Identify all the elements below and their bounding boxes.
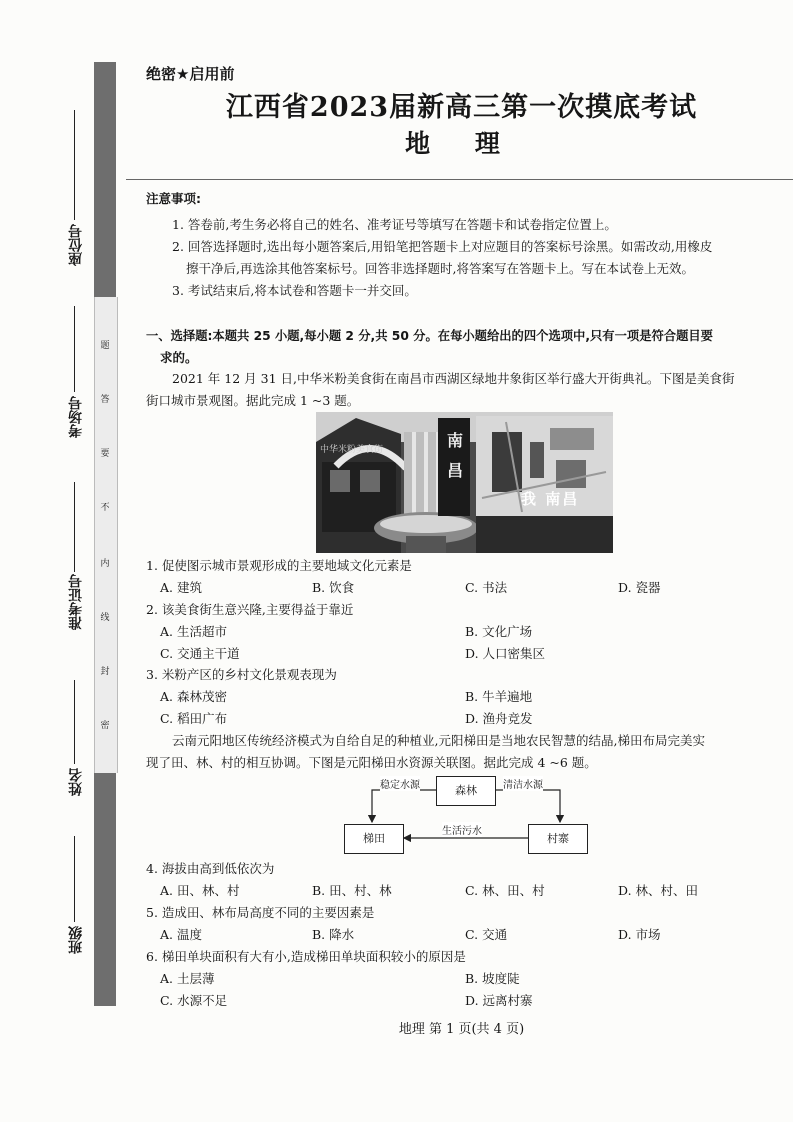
seal-char: 要 bbox=[100, 449, 110, 459]
forest-box: 森林 bbox=[436, 776, 496, 806]
arch-text: 中华米粉美食街 bbox=[320, 445, 384, 455]
field-line bbox=[74, 306, 75, 392]
option: D. 市场 bbox=[618, 927, 661, 942]
option: A. 森林茂密 bbox=[160, 689, 227, 704]
sign-bottom-text: 我 南昌 bbox=[521, 490, 580, 508]
terrace-box: 梯田 bbox=[344, 824, 404, 854]
seal-char: 密 bbox=[100, 721, 110, 731]
option: B. 降水 bbox=[312, 927, 355, 942]
field-line bbox=[74, 110, 75, 220]
option: C. 交通主干道 bbox=[160, 646, 240, 661]
class-label: 班级 bbox=[68, 926, 84, 954]
section-heading: 一、选择题:本题共 25 小题,每小题 2 分,共 50 分。在每小题给出的四个选项中,只有一项是符合题目要 bbox=[146, 329, 713, 343]
strip-dark-top bbox=[94, 62, 116, 297]
passage-text: 街口城市景观图。据此完成 1 ~3 题。 bbox=[146, 393, 360, 408]
option: B. 田、村、林 bbox=[312, 883, 392, 898]
seal-char: 线 bbox=[100, 613, 110, 623]
street-scene-illustration bbox=[316, 412, 613, 553]
question-stem: 5. 造成田、林布局高度不同的主要因素是 bbox=[146, 905, 375, 920]
secret-tag: 绝密★启用前 bbox=[146, 65, 235, 83]
exam-title: 江西省2023届新高三第一次摸底考试 bbox=[225, 92, 698, 123]
note-item: 擦干净后,再选涂其他答案标号。回答非选择题时,将答案写在答题卡上。写在本试卷上无效。 bbox=[186, 261, 694, 276]
water-resource-diagram bbox=[340, 776, 590, 858]
seal-char: 答 bbox=[100, 395, 110, 405]
option: B. 饮食 bbox=[312, 580, 355, 595]
name-label: 姓名 bbox=[68, 768, 84, 796]
option: C. 水源不足 bbox=[160, 993, 228, 1008]
field-line bbox=[74, 680, 75, 764]
field-line bbox=[74, 836, 75, 922]
sewage-label: 生活污水 bbox=[442, 822, 482, 837]
option: C. 书法 bbox=[465, 580, 508, 595]
option: C. 交通 bbox=[465, 927, 508, 942]
sign-char: 南 bbox=[447, 431, 464, 450]
seal-char: 不 bbox=[100, 503, 110, 513]
option: D. 瓷器 bbox=[618, 580, 661, 595]
note-item: 3. 考试结束后,将本试卷和答题卡一并交回。 bbox=[172, 283, 417, 298]
question-stem: 2. 该美食街生意兴隆,主要得益于靠近 bbox=[146, 602, 354, 617]
seat-number-label: 座位号 bbox=[68, 224, 84, 266]
sign-char: 昌 bbox=[447, 461, 464, 480]
option: B. 牛羊遍地 bbox=[465, 689, 533, 704]
option: D. 远离村寨 bbox=[465, 993, 533, 1008]
admission-number-label: 准考证号 bbox=[68, 574, 84, 630]
seal-char: 封 bbox=[100, 667, 110, 677]
option: D. 林、村、田 bbox=[618, 883, 699, 898]
option: A. 田、林、村 bbox=[160, 883, 240, 898]
question-stem: 1. 促使图示城市景观形成的主要地域文化元素是 bbox=[146, 558, 412, 573]
section-heading-cont: 求的。 bbox=[160, 350, 198, 365]
option: D. 渔舟竞发 bbox=[465, 711, 533, 726]
option: A. 土层薄 bbox=[160, 971, 215, 986]
clean-water-label: 清洁水源 bbox=[503, 776, 543, 791]
note-item: 1. 答卷前,考生务必将自己的姓名、准考证号等填写在答题卡和试卷指定位置上。 bbox=[172, 217, 617, 232]
header-rule bbox=[126, 179, 793, 180]
subject-title: 地 理 bbox=[405, 129, 518, 158]
stable-water-label: 稳定水源 bbox=[380, 776, 420, 791]
exam-room-label: 考场号 bbox=[68, 396, 84, 438]
option: D. 人口密集区 bbox=[465, 646, 546, 661]
question-stem: 4. 海拔由高到低依次为 bbox=[146, 861, 275, 876]
option: B. 文化广场 bbox=[465, 624, 533, 639]
village-box: 村寨 bbox=[528, 824, 588, 854]
strip-dark-bottom bbox=[94, 773, 116, 1006]
field-line bbox=[74, 482, 75, 572]
option: C. 林、田、村 bbox=[465, 883, 545, 898]
option: A. 温度 bbox=[160, 927, 202, 942]
note-item: 2. 回答选择题时,选出每小题答案后,用铅笔把答题卡上对应题目的答案标号涂黑。如需改动,用橡皮 bbox=[172, 239, 713, 254]
option: C. 稻田广布 bbox=[160, 711, 228, 726]
seal-char: 内 bbox=[100, 559, 110, 569]
strip-light-middle bbox=[94, 297, 118, 773]
street-scene-photo bbox=[316, 412, 613, 553]
passage-text: 2021 年 12 月 31 日,中华米粉美食街在南昌市西湖区绿地井象街区举行盛大开街典礼。下图是美食街 bbox=[172, 371, 735, 386]
question-stem: 3. 米粉产区的乡村文化景观表现为 bbox=[146, 667, 337, 682]
passage-text: 云南元阳地区传统经济模式为自给自足的种植业,元阳梯田是当地农民智慧的结晶,梯田布局完美实 bbox=[172, 733, 705, 748]
question-stem: 6. 梯田单块面积有大有小,造成梯田单块面积较小的原因是 bbox=[146, 949, 466, 964]
notes-heading: 注意事项: bbox=[146, 191, 201, 206]
option: A. 建筑 bbox=[160, 580, 202, 595]
passage-text: 现了田、林、村的相互协调。下图是元阳梯田水资源关联图。据此完成 4 ~6 题。 bbox=[146, 755, 597, 770]
page-footer: 地理 第 1 页(共 4 页) bbox=[398, 1022, 525, 1037]
option: B. 坡度陡 bbox=[465, 971, 520, 986]
option: A. 生活超市 bbox=[160, 624, 227, 639]
seal-char: 题 bbox=[100, 341, 110, 351]
